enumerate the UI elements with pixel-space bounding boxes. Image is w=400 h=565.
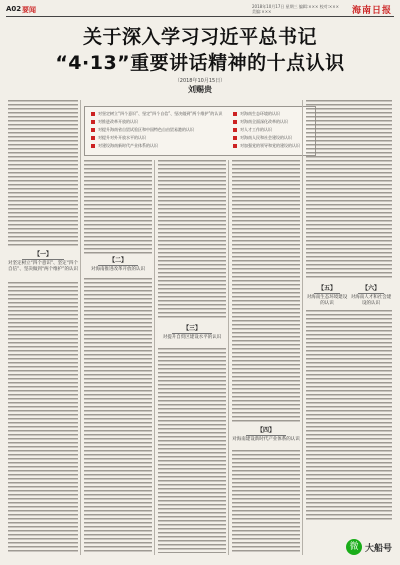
subhead-text: 对海南生态环境建设的认识 xyxy=(306,295,348,306)
toc-item: 对提升海南省自贸试验区和中国特色自由贸易港的认识 xyxy=(91,126,194,134)
subhead-text: 对提升自贸区建设水平的认识 xyxy=(162,335,222,340)
subhead-number: 【五】 xyxy=(317,285,336,292)
dateline: （2018年10月15日） xyxy=(174,78,226,84)
toc-item: 对推进改革开放的认识 xyxy=(91,118,138,126)
watermark xyxy=(346,539,392,555)
body-column-2b xyxy=(84,278,152,553)
subhead-text: 对海南建设新时代产业体系的认识 xyxy=(232,437,300,442)
column-rule xyxy=(154,160,155,555)
toc-item: 对提升对外开放水平的认识 xyxy=(91,134,146,142)
headline-line-2: “4·13”重要讲话精神的十点认识 xyxy=(55,52,345,74)
bullet-square-icon xyxy=(233,112,237,116)
column-rule xyxy=(228,160,229,555)
subhead-5 xyxy=(306,286,348,307)
section-name: 要闻 xyxy=(22,6,36,14)
body-column-3a xyxy=(158,160,226,320)
column-rule xyxy=(302,100,303,555)
watermark-text: 大船号 xyxy=(364,543,392,554)
toc-item: 对海南全面深化改革的认识 xyxy=(233,118,288,126)
column-rule xyxy=(80,100,81,555)
toc-item: 对坚定树立“四个意识”、坚定“四个自信”、坚决做到“两个维护”的认识 xyxy=(91,110,222,118)
page-number: A02 xyxy=(6,5,22,13)
body-column-3b xyxy=(158,348,226,553)
subhead-number: 【六】 xyxy=(361,285,380,292)
bullet-square-icon xyxy=(91,136,95,140)
subhead-2 xyxy=(84,258,152,273)
subhead-rule xyxy=(172,333,213,334)
subhead-1 xyxy=(8,252,78,273)
bullet-square-icon xyxy=(91,112,95,116)
toc-item: 对加强党的领导和党的建设的认识 xyxy=(233,142,300,150)
body-column-1b xyxy=(8,282,78,552)
subhead-text: 对海南推进改革开放的认识 xyxy=(91,267,145,272)
subhead-rule xyxy=(358,293,383,294)
subhead-number: 【一】 xyxy=(33,251,52,258)
body-column-1a xyxy=(8,100,78,248)
wechat-icon: 微 xyxy=(346,539,362,555)
toc-box xyxy=(84,106,316,156)
subhead-4 xyxy=(232,428,300,443)
edition-info: 2018年10月17日 星期三 编辑:××× 校对:××× 美编:××× xyxy=(252,4,339,14)
subhead-3 xyxy=(158,326,226,341)
headline-line-1: 关于深入学习习近平总书记 xyxy=(82,26,317,48)
subhead-rule xyxy=(98,265,139,266)
header-rule xyxy=(6,16,394,17)
subhead-text: 对坚定树立“四个意识”、坚定“四个自信”、坚决做到“两个维护”的认识 xyxy=(8,261,78,272)
toc-item: 对人才工作的认识 xyxy=(233,126,272,134)
subhead-number: 【四】 xyxy=(256,427,275,434)
bullet-square-icon xyxy=(91,144,95,148)
toc-item: 对海南生态环境的认识 xyxy=(233,110,280,118)
subhead-rule xyxy=(246,435,287,436)
toc-item: 对海南人民和社会建设的认识 xyxy=(233,134,292,142)
body-column-4a xyxy=(232,160,300,422)
subhead-6 xyxy=(350,286,392,307)
byline: 刘赐贵 xyxy=(188,85,212,94)
bullet-square-icon xyxy=(233,120,237,124)
subhead-rule xyxy=(314,293,339,294)
subhead-number: 【三】 xyxy=(182,325,201,332)
bullet-square-icon xyxy=(91,128,95,132)
bullet-square-icon xyxy=(233,128,237,132)
subhead-rule xyxy=(22,259,64,260)
bullet-square-icon xyxy=(91,120,95,124)
body-column-5b xyxy=(306,310,392,520)
body-column-2a xyxy=(84,160,152,255)
paper-name: 海南日报 xyxy=(351,6,392,16)
subhead-text: 对海南人才和社会建设的认识 xyxy=(350,295,392,306)
bullet-square-icon xyxy=(233,136,237,140)
toc-item: 对建设海南新时代产业体系的认识 xyxy=(91,142,158,150)
subhead-number: 【二】 xyxy=(108,257,127,264)
bullet-square-icon xyxy=(233,144,237,148)
body-column-4b xyxy=(232,450,300,553)
body-column-5a xyxy=(306,100,392,280)
